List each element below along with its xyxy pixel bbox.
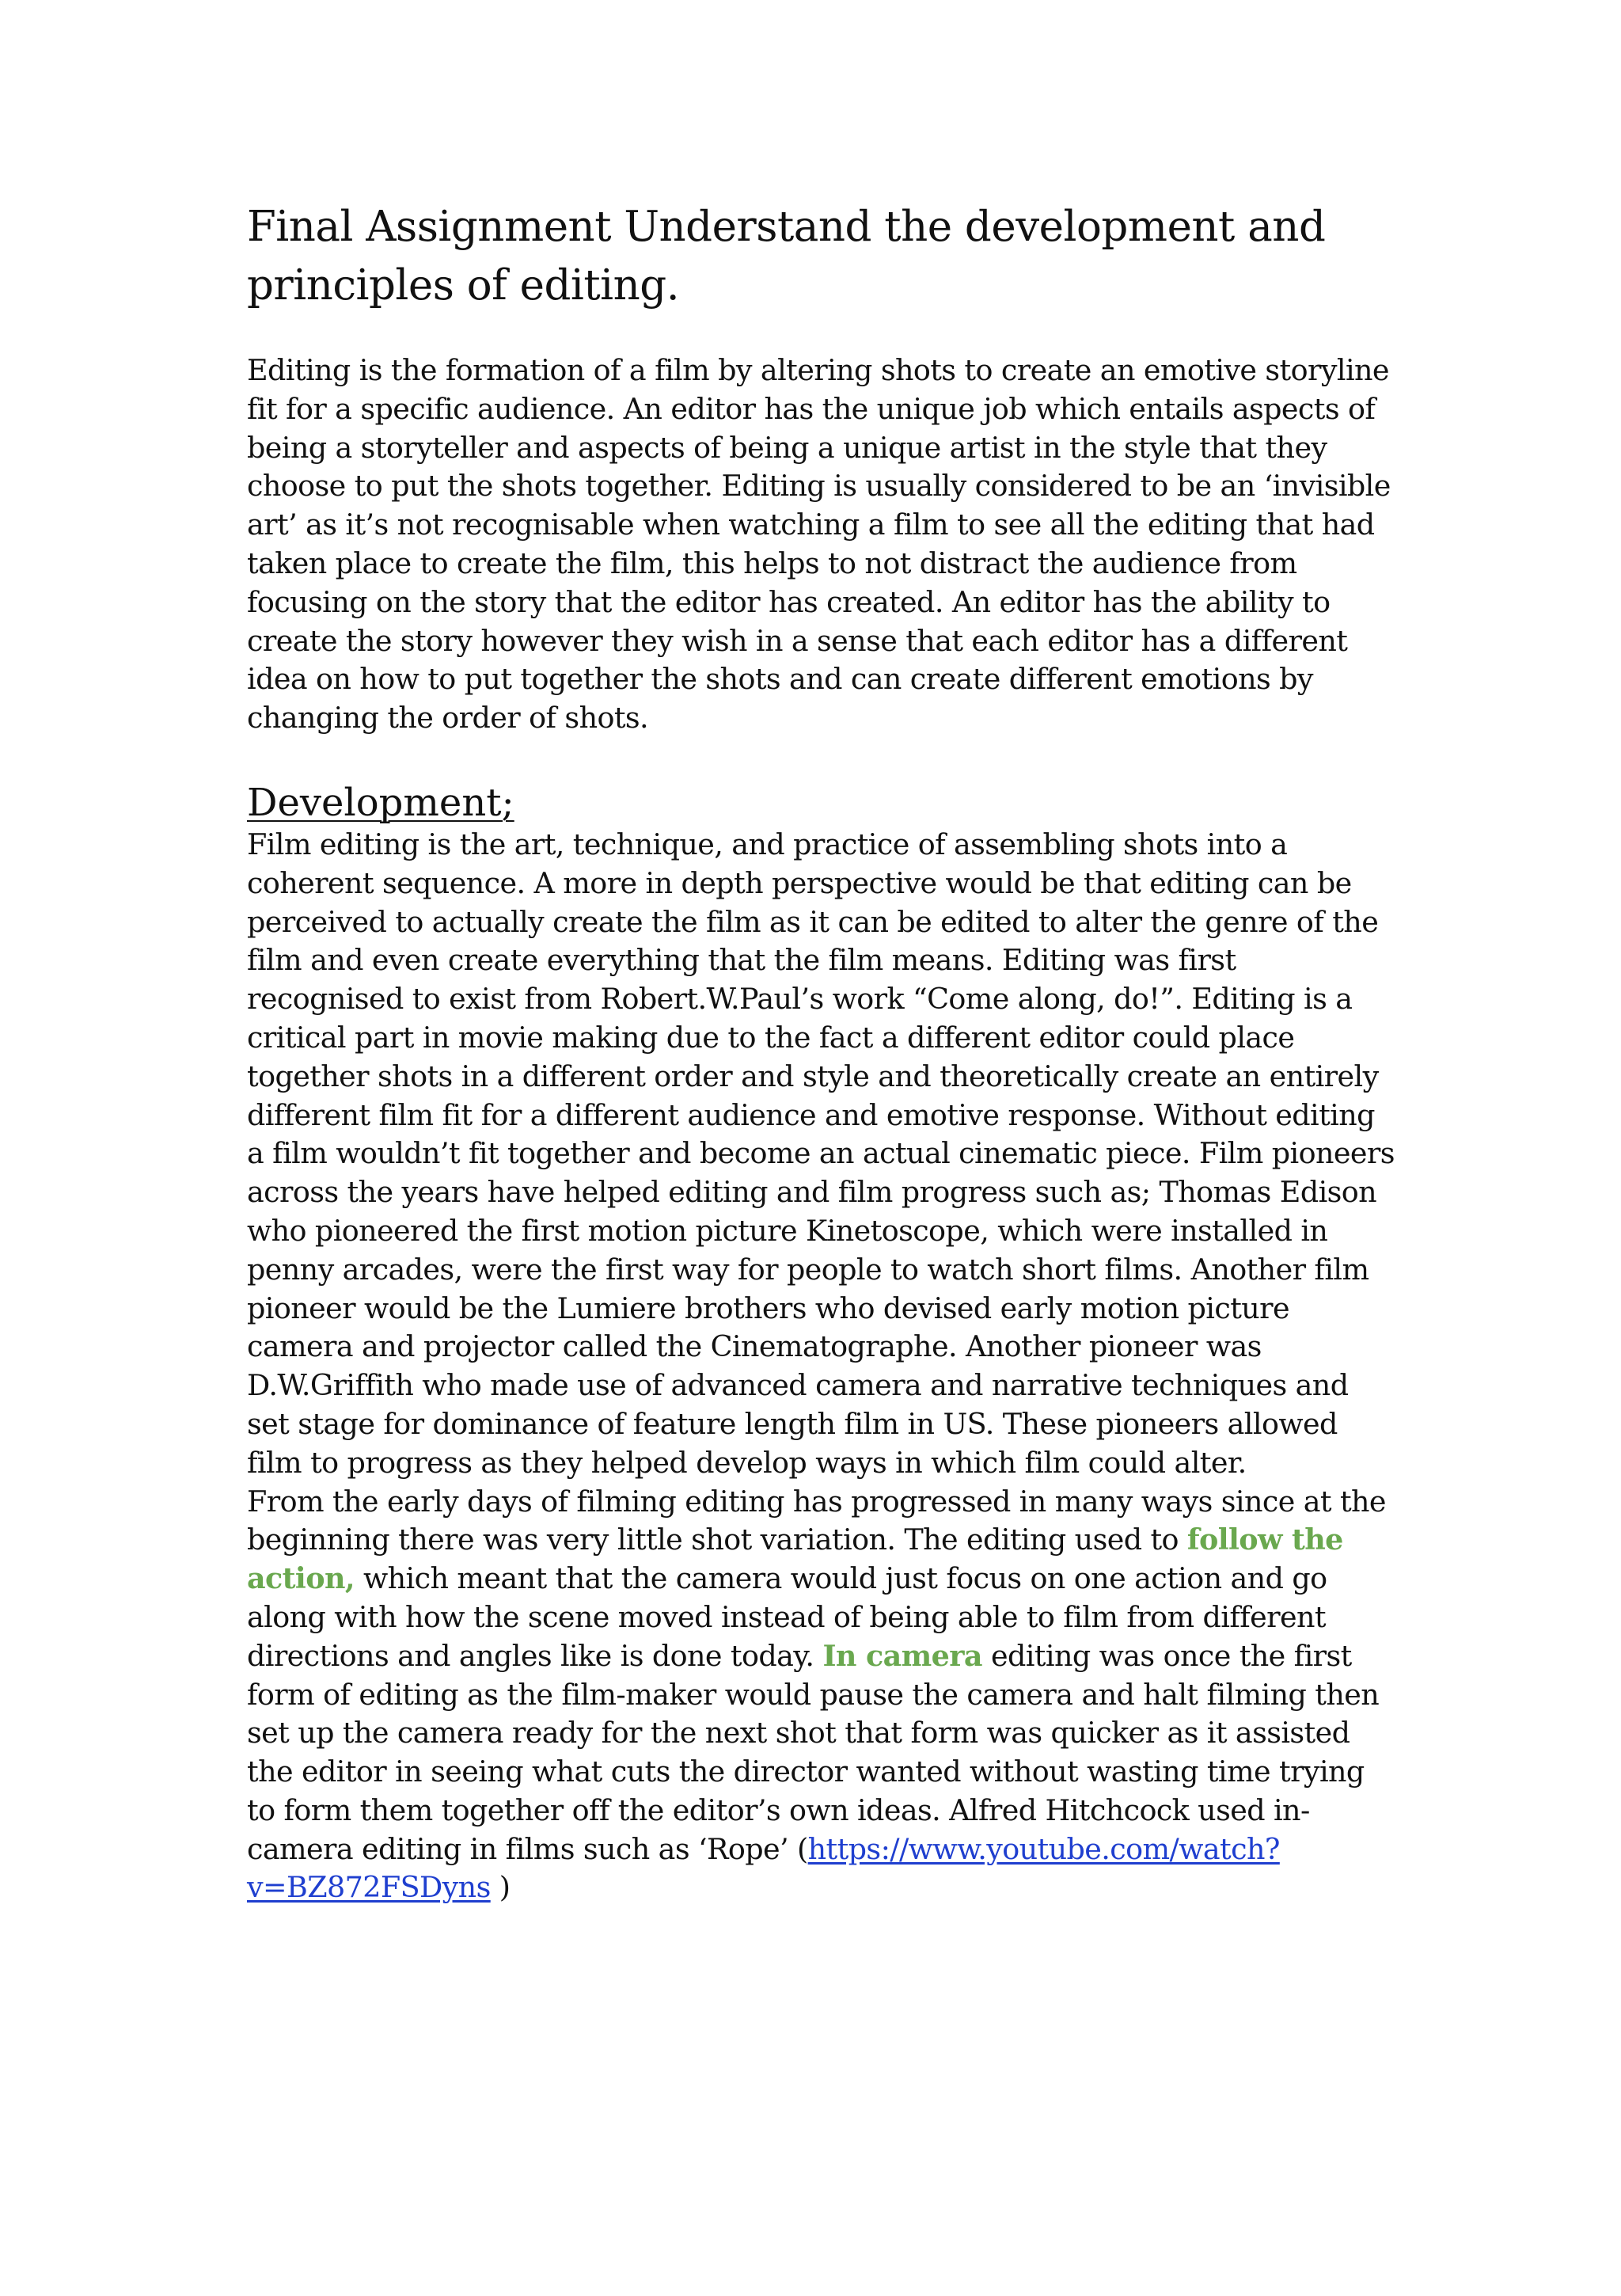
- para2-text-b: which meant that the camera would just focus on one action and go along with how the scene moved instead of being able to film from different directions and angles like is done today.: [247, 1561, 1327, 1673]
- document-title: Final Assignment Understand the development and principles of editing.: [247, 203, 1326, 310]
- in-camera-highlight: In camera: [822, 1638, 982, 1673]
- development-paragraph-2: [247, 1483, 1395, 1908]
- para2-text-d: ): [490, 1870, 511, 1905]
- follow-the-action-highlight: follow the action,: [247, 1522, 1343, 1596]
- intro-paragraph: Editing is the formation of a film by altering shots to create an emotive storyline fit for a specific audience. An editor has the unique job which entails aspects of being a storyteller and aspects of being a unique artist in the style that they choose to put the shots together. Editing is usually considered to be an ‘invisible art’ as it’s not recognisable when watching a film to see all the editing that had taken place to create the film, this helps to not distract the audience from focusing on the story that the editor has created. An editor has the ability to create the story however they wish in a sense that each editor has a different idea on how to put together the shots and can create different emotions by changing the order of shots.: [247, 353, 1391, 736]
- document-page: [247, 198, 1395, 1907]
- para2-text-a: From the early days of filming editing has progressed in many ways since at the beginning there was very little shot variation. The editing used to: [247, 1484, 1386, 1557]
- development-paragraph-1: Film editing is the art, technique, and practice of assembling shots into a coherent sequence. A more in depth perspective would be that editing can be perceived to actually create the film as it can be edited to alter the genre of the film and even create everything that the film means. Editing was first recognised to exist from Robert.W.Paul’s work “Come along, do!”. Editing is a critical part in movie making due to the fact a different editor could place together shots in a different order and style and theoretically create an entirely different film fit for a different audience and emotive response. Without editing a film wouldn’t fit together and become an actual cinematic piece. Film pioneers across the years have helped editing and film progress such as; Thomas Edison who pioneered the first motion picture Kinetoscope, which were installed in penny arcades, were the first way for people to watch short films. Another film pioneer would be the Lumiere brothers who devised early motion picture camera and projector called the Cinematographe. Another pioneer was D.W.Griffith who made use of advanced camera and narrative techniques and set stage for dominance of feature length film in US. These pioneers allowed film to progress as they helped develop ways in which film could alter.: [247, 827, 1395, 1480]
- development-heading: Development;: [247, 780, 514, 825]
- para2-text-c: editing was once the first form of editing as the film-maker would pause the camera and halt filming then set up the camera ready for the next shot that form was quicker as it assisted the editor in seeing what cuts the director wanted without wasting time trying to form them together off the editor’s own ideas. Alfred Hitchcock used in-camera editing in films such as ‘Rope’ (: [247, 1638, 1380, 1866]
- youtube-link[interactable]: https://www.youtube.com/watch?v=BZ872FSDyns: [247, 1831, 1280, 1905]
